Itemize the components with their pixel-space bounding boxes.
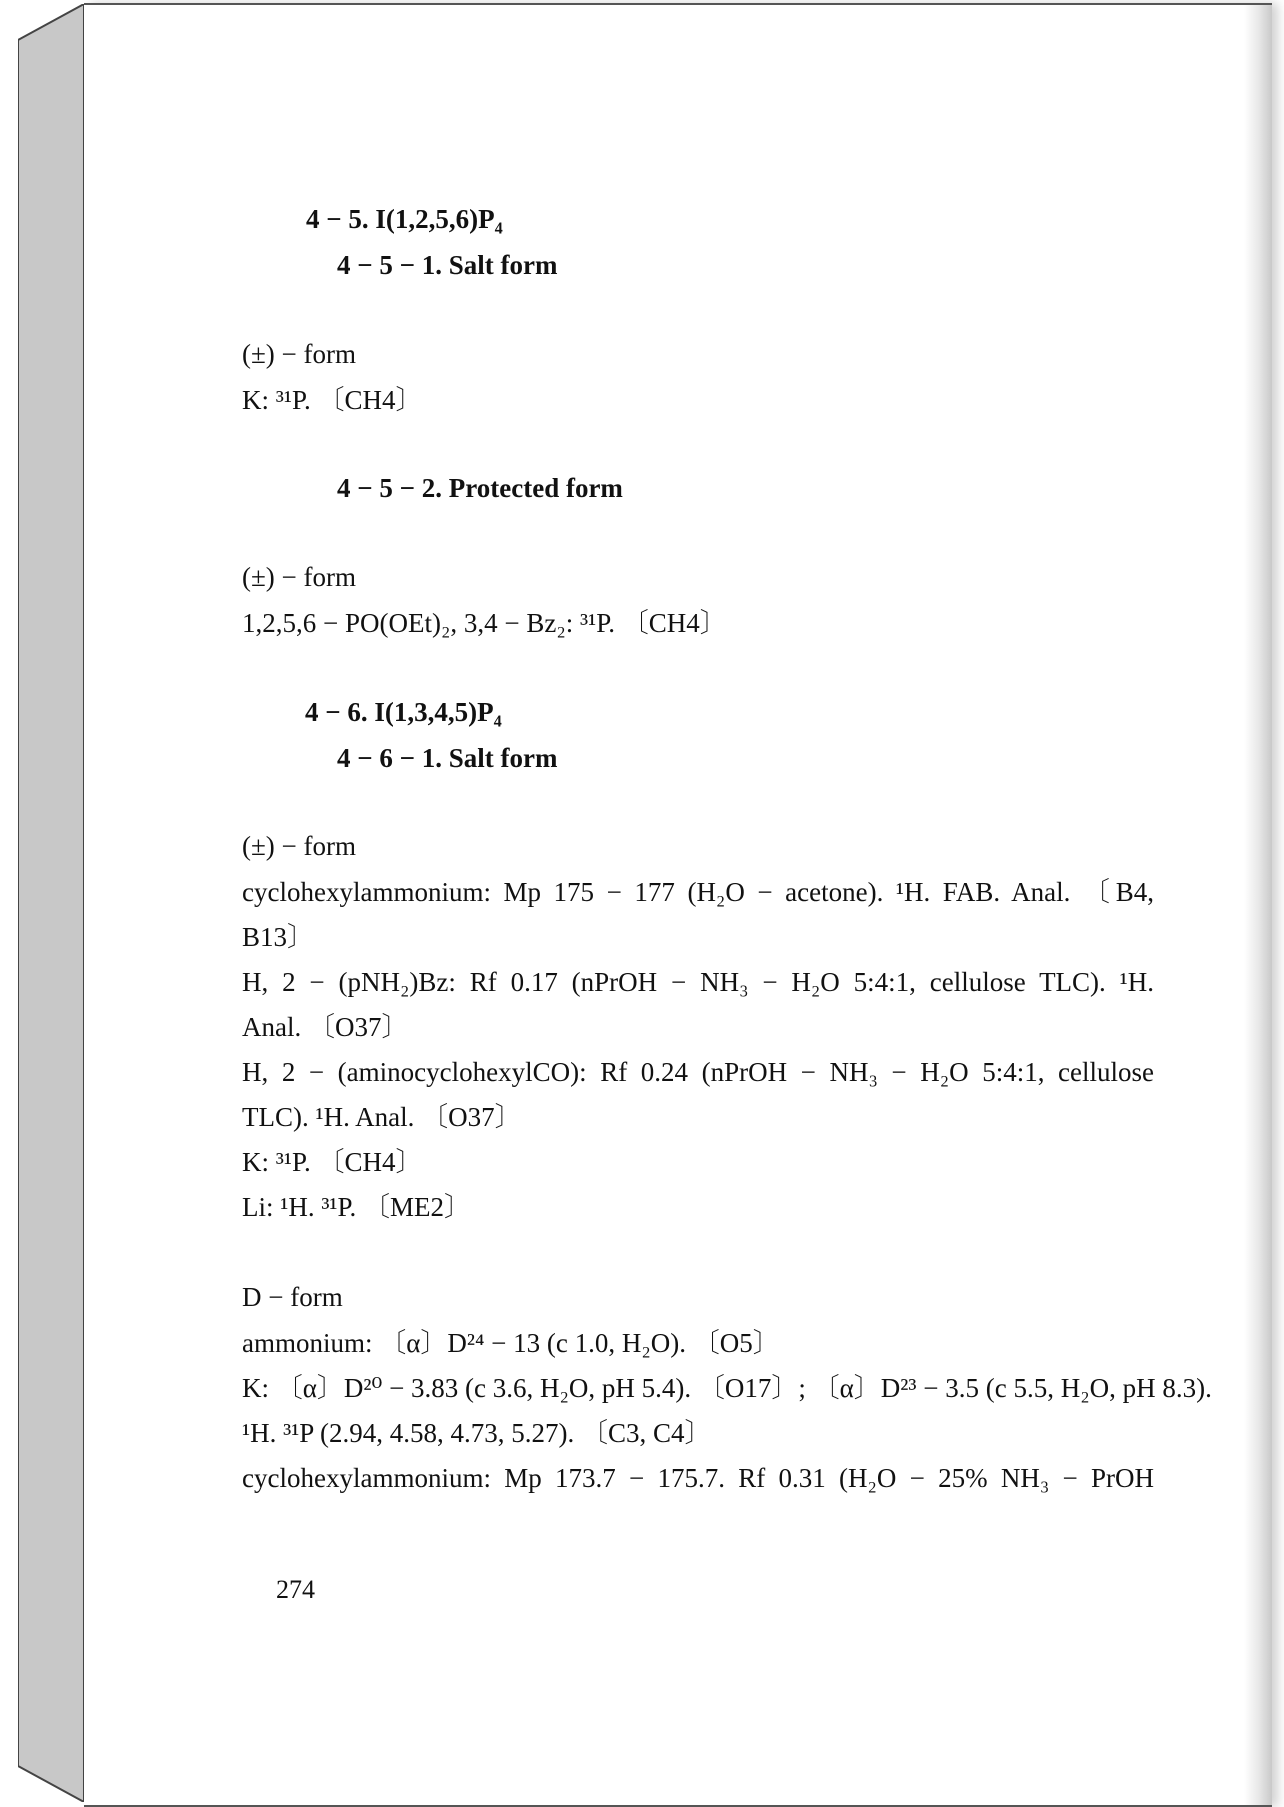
entry-line: K: 〔α〕D²⁰ − 3.83 (c 3.6, H₂O, pH 5.4). 〔O17〕; 〔α〕D²³ − 3.5 (c 5.5, H₂O, pH 8.3). — [242, 1373, 1212, 1403]
entry-line: Li: ¹H. ³¹P. 〔ME2〕 — [242, 1192, 472, 1222]
form-label: (±) − form — [242, 339, 357, 369]
entry-line: B13〕 — [242, 922, 315, 952]
section-4-5-2-heading: 4 − 5 − 2. Protected form — [337, 473, 623, 503]
salt-form-entries — [242, 870, 1154, 1230]
form-label: D − form — [242, 1282, 343, 1312]
entry-line: TLC). ¹H. Anal. 〔O37〕 — [242, 1102, 522, 1132]
section-4-5-1-heading: 4 − 5 − 1. Salt form — [337, 250, 558, 280]
d-form-entries — [242, 1321, 1212, 1501]
entry-line: H, 2 − (aminocyclohexylCO): Rf 0.24 (nPrOH − NH₃ − H₂O 5:4:1, cellulose — [242, 1057, 1154, 1087]
entry-line: cyclohexylammonium: Mp 175 − 177 (H₂O − acetone). ¹H. FAB. Anal. 〔B4, — [242, 877, 1154, 907]
section-4-6-1-heading: 4 − 6 − 1. Salt form — [337, 743, 558, 773]
entry-line: ¹H. ³¹P (2.94, 4.58, 4.73, 5.27). 〔C3, C4〕 — [242, 1418, 712, 1448]
book-spine — [18, 4, 88, 1802]
section-4-6-heading: 4 − 6. I(1,3,4,5)P₄ — [305, 697, 502, 727]
page-edge — [1244, 5, 1272, 1805]
entry-line: cyclohexylammonium: Mp 173.7 − 175.7. Rf 0.31 (H₂O − 25% NH₃ − PrOH — [242, 1463, 1154, 1493]
page-number: 274 — [276, 1575, 315, 1604]
entry-line: K: ³¹P. 〔CH4〕 — [242, 385, 423, 415]
section-4-5-heading: 4 − 5. I(1,2,5,6)P₄ — [306, 204, 503, 234]
entry-line: H, 2 − (pNH₂)Bz: Rf 0.17 (nPrOH − NH₃ − H₂O 5:4:1, cellulose TLC). ¹H. — [242, 967, 1154, 997]
form-label: (±) − form — [242, 562, 357, 592]
entry-line: Anal. 〔O37〕 — [242, 1012, 409, 1042]
entry-line: ammonium: 〔α〕D²⁴ − 13 (c 1.0, H₂O). 〔O5〕 — [242, 1328, 780, 1358]
entry-line: 1,2,5,6 − PO(OEt)₂, 3,4 − Bz₂: ³¹P. 〔CH4〕 — [242, 608, 727, 638]
form-label: (±) − form — [242, 831, 357, 861]
entry-line: K: ³¹P. 〔CH4〕 — [242, 1147, 423, 1177]
